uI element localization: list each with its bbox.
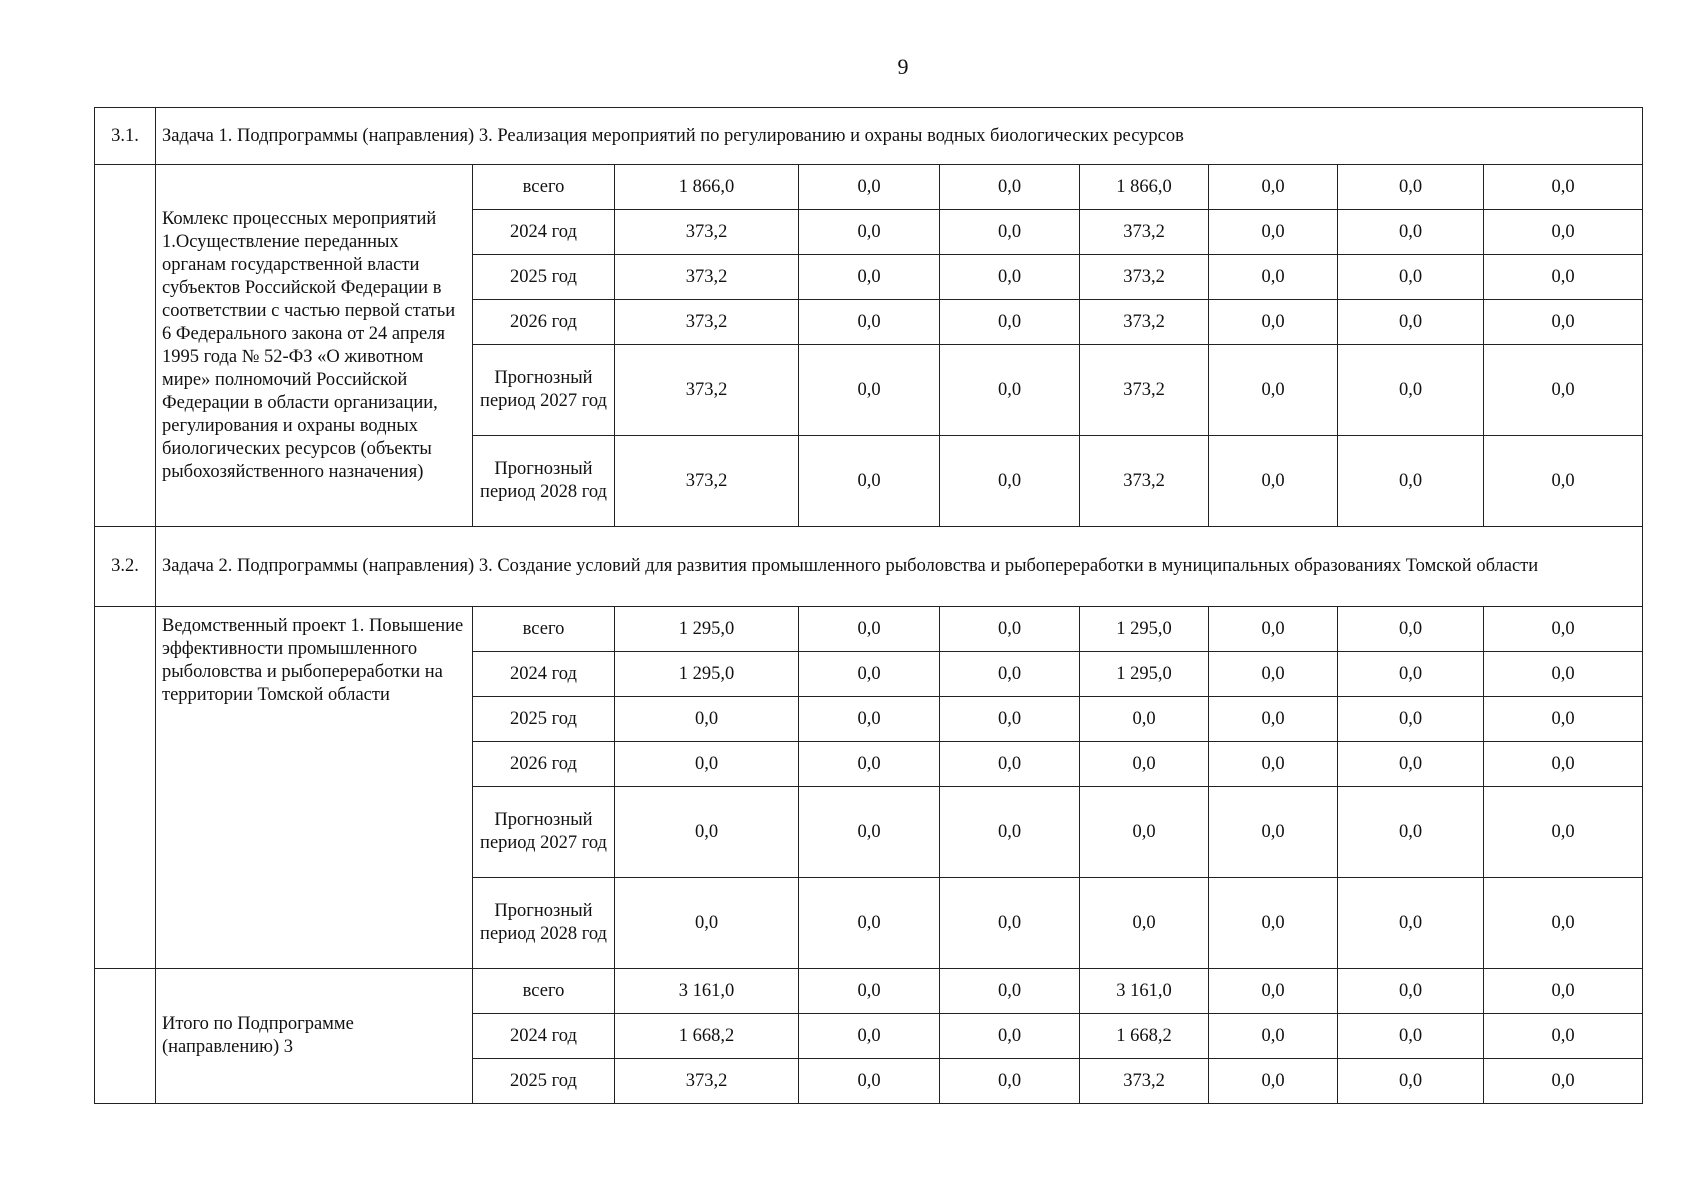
value-cell: 0,0	[1338, 878, 1484, 969]
value-cell: 0,0	[1209, 300, 1338, 345]
value-cell: 0,0	[940, 969, 1080, 1014]
period-cell: 2026 год	[473, 300, 615, 345]
value-cell: 0,0	[1338, 436, 1484, 527]
period-cell: Прогнозный период 2027 год	[473, 345, 615, 436]
value-cell: 0,0	[940, 1059, 1080, 1104]
task-row	[95, 527, 1643, 607]
num-cell-empty	[95, 165, 156, 527]
value-cell: 0,0	[1080, 742, 1209, 787]
value-cell: 0,0	[1338, 697, 1484, 742]
value-cell: 373,2	[615, 210, 799, 255]
item-description: Ведомственный проект 1. Повышение эффективности промышленного рыболовства и рыбопереработки на территории Томской области	[156, 607, 473, 969]
period-cell: всего	[473, 607, 615, 652]
value-cell: 373,2	[615, 255, 799, 300]
value-cell: 0,0	[940, 697, 1080, 742]
value-cell: 0,0	[1484, 165, 1643, 210]
period-cell: 2025 год	[473, 255, 615, 300]
task-row	[95, 108, 1643, 165]
value-cell: 0,0	[1338, 1014, 1484, 1059]
table-row	[95, 607, 1643, 652]
value-cell: 0,0	[1209, 436, 1338, 527]
value-cell: 0,0	[1484, 652, 1643, 697]
table-row	[95, 969, 1643, 1014]
period-cell: всего	[473, 969, 615, 1014]
value-cell: 0,0	[615, 697, 799, 742]
value-cell: 0,0	[799, 165, 940, 210]
value-cell: 0,0	[799, 210, 940, 255]
value-cell: 373,2	[615, 1059, 799, 1104]
period-cell: 2026 год	[473, 742, 615, 787]
period-cell: 2024 год	[473, 1014, 615, 1059]
value-cell: 0,0	[940, 742, 1080, 787]
period-cell: Прогнозный период 2028 год	[473, 878, 615, 969]
period-cell: 2024 год	[473, 652, 615, 697]
value-cell: 0,0	[940, 345, 1080, 436]
value-cell: 0,0	[1484, 878, 1643, 969]
value-cell: 1 295,0	[615, 652, 799, 697]
section-number: 3.2.	[95, 527, 156, 607]
value-cell: 0,0	[615, 878, 799, 969]
value-cell: 0,0	[940, 255, 1080, 300]
value-cell: 0,0	[940, 210, 1080, 255]
value-cell: 0,0	[799, 607, 940, 652]
value-cell: 0,0	[1338, 969, 1484, 1014]
value-cell: 0,0	[1484, 1014, 1643, 1059]
value-cell: 0,0	[1338, 345, 1484, 436]
value-cell: 373,2	[615, 436, 799, 527]
value-cell: 0,0	[940, 787, 1080, 878]
page-number: 9	[897, 54, 909, 79]
value-cell: 0,0	[1209, 742, 1338, 787]
value-cell: 0,0	[1338, 300, 1484, 345]
value-cell: 0,0	[1484, 436, 1643, 527]
value-cell: 3 161,0	[615, 969, 799, 1014]
value-cell: 0,0	[1484, 345, 1643, 436]
task-title: Задача 2. Подпрограммы (направления) 3. Создание условий для развития промышленного рыболовства и рыбопереработки в муниципальных образованиях Томской области	[156, 527, 1643, 607]
value-cell: 1 668,2	[1080, 1014, 1209, 1059]
value-cell: 0,0	[615, 787, 799, 878]
value-cell: 0,0	[1338, 607, 1484, 652]
value-cell: 0,0	[1080, 878, 1209, 969]
value-cell: 0,0	[1338, 1059, 1484, 1104]
value-cell: 0,0	[940, 607, 1080, 652]
value-cell: 0,0	[1080, 787, 1209, 878]
value-cell: 1 866,0	[615, 165, 799, 210]
value-cell: 373,2	[1080, 255, 1209, 300]
value-cell: 0,0	[940, 300, 1080, 345]
value-cell: 0,0	[1338, 165, 1484, 210]
value-cell: 0,0	[940, 652, 1080, 697]
value-cell: 0,0	[799, 436, 940, 527]
period-cell: 2025 год	[473, 1059, 615, 1104]
period-cell: 2025 год	[473, 697, 615, 742]
value-cell: 0,0	[799, 969, 940, 1014]
value-cell: 0,0	[1484, 787, 1643, 878]
value-cell: 0,0	[1209, 255, 1338, 300]
table-row	[95, 165, 1643, 210]
value-cell: 0,0	[799, 878, 940, 969]
value-cell: 0,0	[615, 742, 799, 787]
value-cell: 0,0	[1484, 1059, 1643, 1104]
value-cell: 0,0	[1209, 345, 1338, 436]
value-cell: 0,0	[799, 1014, 940, 1059]
value-cell: 0,0	[799, 345, 940, 436]
period-cell: Прогнозный период 2027 год	[473, 787, 615, 878]
value-cell: 0,0	[1080, 697, 1209, 742]
value-cell: 0,0	[799, 652, 940, 697]
value-cell: 373,2	[1080, 436, 1209, 527]
value-cell: 0,0	[799, 787, 940, 878]
item-description: Итого по Подпрограмме (направлению) 3	[156, 969, 473, 1104]
value-cell: 1 295,0	[1080, 652, 1209, 697]
value-cell: 0,0	[1484, 969, 1643, 1014]
value-cell: 0,0	[799, 697, 940, 742]
period-cell: 2024 год	[473, 210, 615, 255]
value-cell: 0,0	[1484, 255, 1643, 300]
value-cell: 1 866,0	[1080, 165, 1209, 210]
value-cell: 0,0	[1338, 787, 1484, 878]
value-cell: 0,0	[1209, 969, 1338, 1014]
value-cell: 0,0	[1209, 697, 1338, 742]
section-number: 3.1.	[95, 108, 156, 165]
item-description: Комлекс процессных мероприятий 1.Осуществление переданных органам государственной власти субъектов Российской Федерации в соответствии с частью первой статьи 6 Федерального закона от 24 апреля 1995 года № 52-ФЗ «О животном мире» полномочий Российской Федерации в области организации, регулирования и охраны водных биологических ресурсов (объекты рыбохозяйственного назначения)	[156, 165, 473, 527]
value-cell: 0,0	[799, 300, 940, 345]
value-cell: 373,2	[615, 345, 799, 436]
value-cell: 1 295,0	[1080, 607, 1209, 652]
num-cell-empty	[95, 969, 156, 1104]
value-cell: 0,0	[1209, 787, 1338, 878]
value-cell: 0,0	[940, 436, 1080, 527]
value-cell: 0,0	[1209, 1014, 1338, 1059]
value-cell: 373,2	[1080, 1059, 1209, 1104]
value-cell: 0,0	[1338, 210, 1484, 255]
value-cell: 0,0	[1209, 607, 1338, 652]
value-cell: 0,0	[1209, 652, 1338, 697]
period-cell: всего	[473, 165, 615, 210]
num-cell-empty	[95, 607, 156, 969]
value-cell: 0,0	[799, 1059, 940, 1104]
value-cell: 0,0	[1484, 300, 1643, 345]
value-cell: 0,0	[1338, 742, 1484, 787]
value-cell: 0,0	[1338, 652, 1484, 697]
value-cell: 0,0	[1484, 742, 1643, 787]
value-cell: 373,2	[615, 300, 799, 345]
budget-table	[94, 107, 1643, 1104]
value-cell: 0,0	[1209, 878, 1338, 969]
value-cell: 0,0	[1484, 697, 1643, 742]
value-cell: 3 161,0	[1080, 969, 1209, 1014]
value-cell: 373,2	[1080, 300, 1209, 345]
value-cell: 1 668,2	[615, 1014, 799, 1059]
value-cell: 373,2	[1080, 345, 1209, 436]
value-cell: 0,0	[940, 1014, 1080, 1059]
value-cell: 0,0	[1484, 607, 1643, 652]
value-cell: 0,0	[940, 165, 1080, 210]
value-cell: 0,0	[1209, 165, 1338, 210]
value-cell: 0,0	[1338, 255, 1484, 300]
value-cell: 0,0	[1209, 210, 1338, 255]
value-cell: 1 295,0	[615, 607, 799, 652]
value-cell: 0,0	[799, 255, 940, 300]
value-cell: 0,0	[1484, 210, 1643, 255]
period-cell: Прогнозный период 2028 год	[473, 436, 615, 527]
value-cell: 0,0	[940, 878, 1080, 969]
value-cell: 373,2	[1080, 210, 1209, 255]
value-cell: 0,0	[799, 742, 940, 787]
value-cell: 0,0	[1209, 1059, 1338, 1104]
task-title: Задача 1. Подпрограммы (направления) 3. Реализация мероприятий по регулированию и охраны водных биологических ресурсов	[156, 108, 1643, 165]
